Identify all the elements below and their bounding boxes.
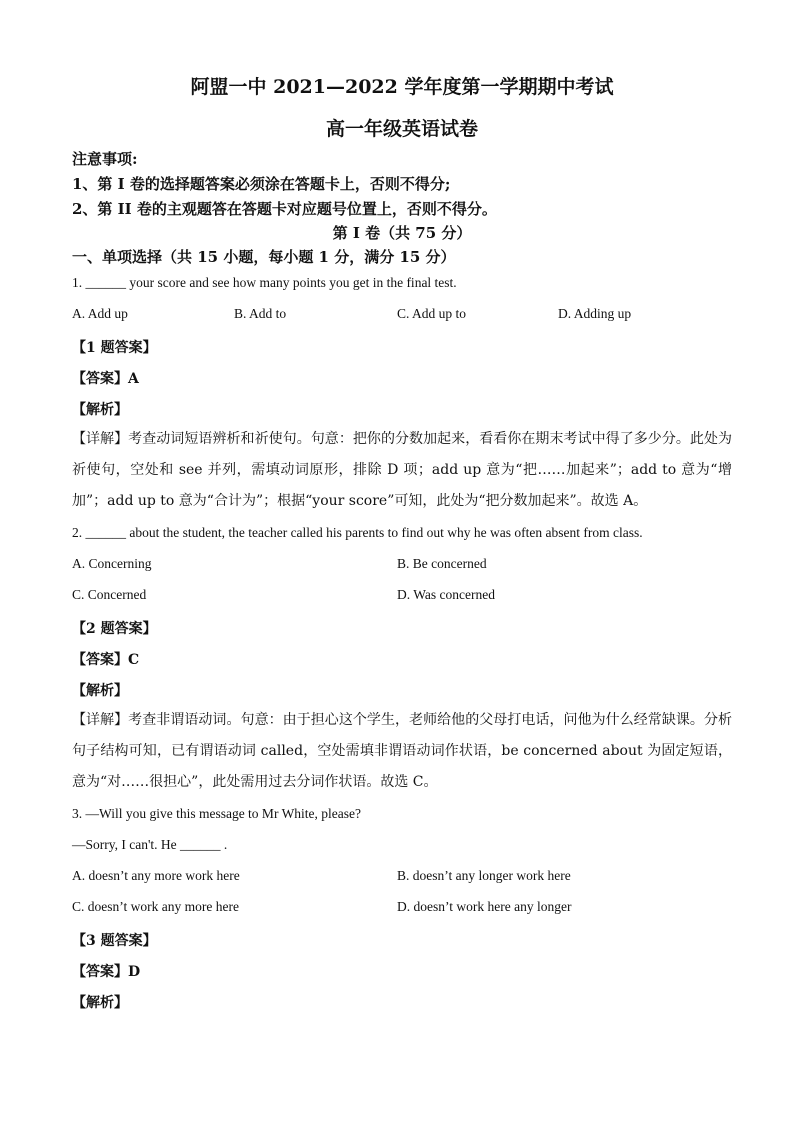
question-1-answer: 【答案】A (72, 371, 139, 387)
question-1-option-a: A. Add up (72, 306, 128, 321)
notice-heading: 注意事项: (72, 150, 138, 168)
question-2-option-d: D. Was concerned (397, 587, 496, 602)
question-3-answer-heading: 【3 题答案】 (72, 933, 157, 949)
question-2-option-c: C. Concerned (72, 587, 147, 602)
notice-item-1: 1、第 I 卷的选择题答案必须涂在答题卡上，否则不得分; (72, 175, 451, 193)
question-2-option-a: A. Concerning (72, 556, 152, 571)
question-1-analysis: 【解析】 (72, 402, 128, 418)
question-3-option-d: D. doesn’t work here any longer (397, 899, 572, 914)
question-1-option-c: C. Add up to (397, 306, 467, 321)
question-1-option-d: D. Adding up (558, 306, 632, 321)
part-heading: 一、单项选择（共 15 小题，每小题 1 分，满分 15 分） (72, 248, 456, 266)
question-3-analysis: 【解析】 (72, 995, 128, 1011)
question-1-detail: 【详解】考查动词短语辨析和祈使句。句意：把你的分数加起来，看看你在期末考试中得了多少分。此处为祈使句，空处和 see 并列，需填动词原形，排除 D 项；add up 意为“把……加起来”；add to 意为“增加”；add up to 意为“合计为”；根据“your score”可知，此处为“把分数加起来”。故选 A。 (72, 431, 732, 509)
question-3-option-a: A. doesn’t any more work here (72, 868, 240, 883)
volume-heading: 第 I 卷（共 75 分） (332, 224, 472, 242)
question-2-option-b: B. Be concerned (397, 556, 487, 571)
question-1-stem: 1. ______ your score and see how many points you get in the final test. (72, 275, 457, 290)
question-3-answer: 【答案】D (72, 964, 141, 980)
exam-title: 阿盟一中 2021—2022 学年度第一学期期中考试 (190, 76, 614, 98)
exam-subtitle: 高一年级英语试卷 (325, 118, 478, 140)
question-3-option-c: C. doesn’t work any more here (72, 899, 239, 914)
question-3-stem: 3. —Will you give this message to Mr White, please? (72, 806, 362, 821)
question-1-option-b: B. Add to (234, 306, 287, 321)
question-2-answer: 【答案】C (72, 652, 140, 668)
question-2-detail: 【详解】考查非谓语动词。句意：由于担心这个学生，老师给他的父母打电话，问他为什么经常缺课。分析句子结构可知，已有谓语动词 called，空处需填非谓语动词作状语，be concerned about 为固定短语，意为“对……很担心”，此处需用过去分词作状语。故选 C。 (72, 712, 732, 790)
question-2-analysis: 【解析】 (72, 683, 128, 699)
question-3-stem-reply: —Sorry, I can't. He ______ . (72, 837, 228, 852)
question-3-option-b: B. doesn’t any longer work here (397, 868, 571, 883)
question-2-answer-heading: 【2 题答案】 (72, 621, 157, 637)
question-2-stem: 2. ______ about the student, the teacher called his parents to find out why he was often absent from class. (72, 525, 643, 540)
question-1-answer-heading: 【1 题答案】 (72, 340, 157, 356)
notice-item-2: 2、第 II 卷的主观题答在答题卡对应题号位置上，否则不得分。 (72, 200, 497, 218)
